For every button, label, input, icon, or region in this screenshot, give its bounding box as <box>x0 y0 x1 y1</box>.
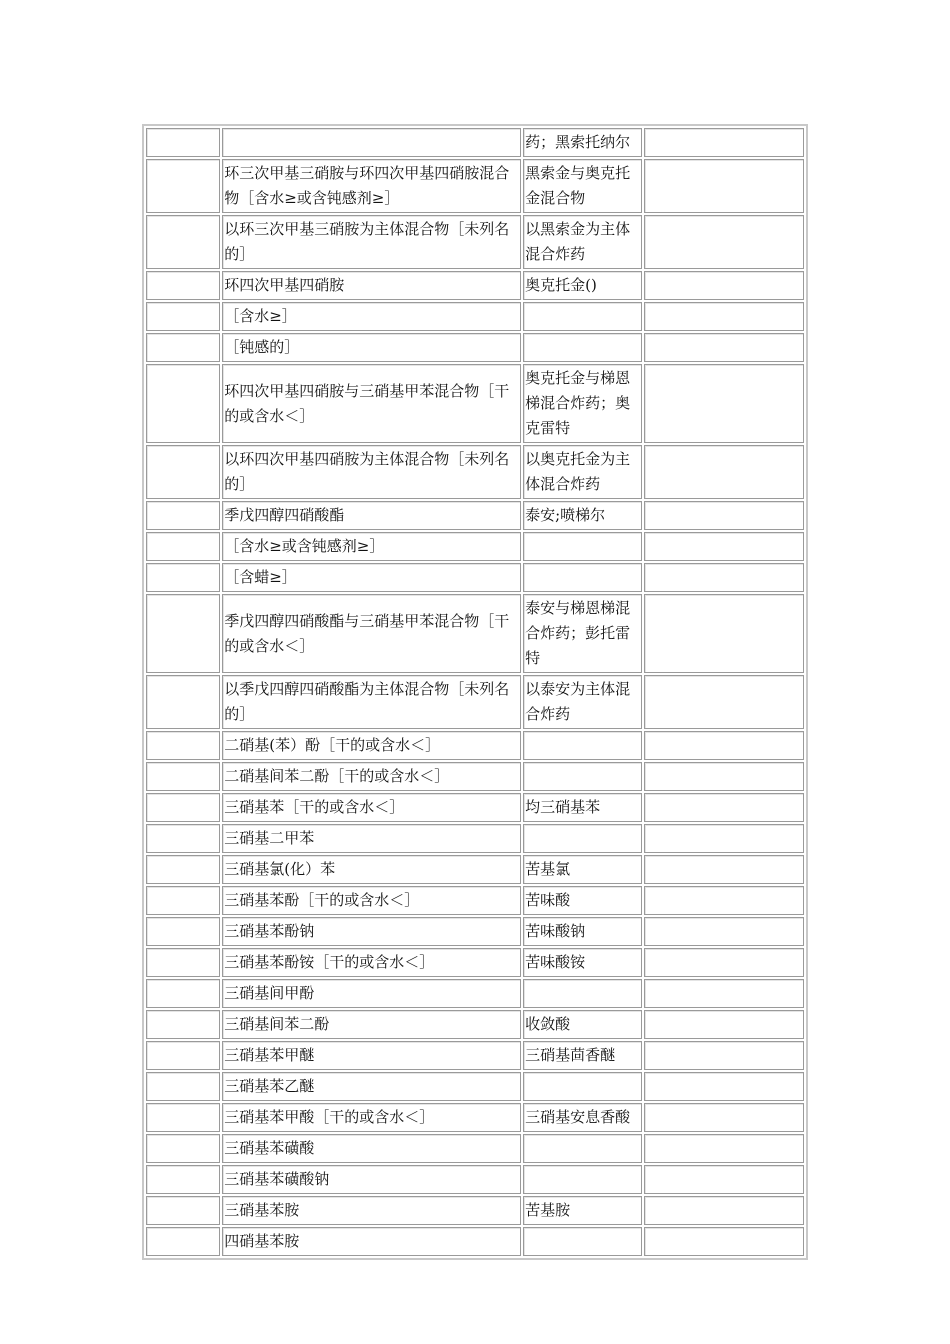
table-row <box>146 1072 804 1101</box>
note-cell <box>644 731 804 760</box>
table-row <box>146 948 804 977</box>
table-row <box>146 271 804 300</box>
table-row <box>146 917 804 946</box>
alias-cell: 三硝基安息香酸 <box>523 1103 642 1132</box>
chemical-name-cell: 以环三次甲基三硝胺为主体混合物［未列名的］ <box>222 215 521 269</box>
table-row <box>146 1103 804 1132</box>
index-cell <box>146 563 220 592</box>
note-cell <box>644 762 804 791</box>
alias-cell: 药；黑索托纳尔 <box>523 128 642 157</box>
index-cell <box>146 532 220 561</box>
alias-cell: 收敛酸 <box>523 1010 642 1039</box>
index-cell <box>146 1196 220 1225</box>
table-row <box>146 364 804 443</box>
alias-cell <box>523 302 642 331</box>
index-cell <box>146 979 220 1008</box>
alias-cell: 三硝基茴香醚 <box>523 1041 642 1070</box>
chemical-name-cell: 以季戊四醇四硝酸酯为主体混合物［未列名的］ <box>222 675 521 729</box>
table-row <box>146 979 804 1008</box>
note-cell <box>644 948 804 977</box>
index-cell <box>146 948 220 977</box>
chemical-name-cell: 三硝基苯甲醚 <box>222 1041 521 1070</box>
note-cell <box>644 1227 804 1256</box>
note-cell <box>644 675 804 729</box>
chemical-name-cell: 三硝基苯［干的或含水＜］ <box>222 793 521 822</box>
index-cell <box>146 215 220 269</box>
note-cell <box>644 1134 804 1163</box>
index-cell <box>146 886 220 915</box>
chemical-name-cell: 环三次甲基三硝胺与环四次甲基四硝胺混合物［含水≥或含钝感剂≥］ <box>222 159 521 213</box>
index-cell <box>146 364 220 443</box>
table-row <box>146 594 804 673</box>
table-row <box>146 1196 804 1225</box>
chemical-name-cell: ［含水≥］ <box>222 302 521 331</box>
note-cell <box>644 886 804 915</box>
chemical-name-cell: 二硝基间苯二酚［干的或含水＜］ <box>222 762 521 791</box>
alias-cell <box>523 762 642 791</box>
alias-cell: 苦味酸铵 <box>523 948 642 977</box>
chemical-name-cell: 三硝基苯酚钠 <box>222 917 521 946</box>
alias-cell <box>523 333 642 362</box>
chemical-name-cell: 三硝基苯甲酸［干的或含水＜］ <box>222 1103 521 1132</box>
note-cell <box>644 1165 804 1194</box>
index-cell <box>146 1041 220 1070</box>
alias-cell: 苦味酸 <box>523 886 642 915</box>
index-cell <box>146 1227 220 1256</box>
table-row <box>146 855 804 884</box>
alias-cell <box>523 1165 642 1194</box>
table-row <box>146 1010 804 1039</box>
note-cell <box>644 979 804 1008</box>
note-cell <box>644 364 804 443</box>
alias-cell <box>523 1134 642 1163</box>
chemical-name-cell: ［含水≥或含钝感剂≥］ <box>222 532 521 561</box>
note-cell <box>644 793 804 822</box>
alias-cell: 苦基氯 <box>523 855 642 884</box>
table-row <box>146 333 804 362</box>
chemical-name-cell: 三硝基二甲苯 <box>222 824 521 853</box>
index-cell <box>146 1072 220 1101</box>
note-cell <box>644 215 804 269</box>
note-cell <box>644 917 804 946</box>
alias-cell: 苦味酸钠 <box>523 917 642 946</box>
note-cell <box>644 855 804 884</box>
note-cell <box>644 1010 804 1039</box>
index-cell <box>146 793 220 822</box>
table-row <box>146 215 804 269</box>
index-cell <box>146 675 220 729</box>
table-row <box>146 563 804 592</box>
chemical-name-cell: 三硝基苯乙醚 <box>222 1072 521 1101</box>
chemical-name-cell: 季戊四醇四硝酸酯与三硝基甲苯混合物［干的或含水＜］ <box>222 594 521 673</box>
table-row <box>146 793 804 822</box>
index-cell <box>146 594 220 673</box>
table-row <box>146 1041 804 1070</box>
table-row <box>146 159 804 213</box>
table-row <box>146 445 804 499</box>
index-cell <box>146 1165 220 1194</box>
alias-cell: 泰安与梯恩梯混合炸药；彭托雷特 <box>523 594 642 673</box>
index-cell <box>146 128 220 157</box>
alias-cell <box>523 563 642 592</box>
table-row <box>146 1227 804 1256</box>
note-cell <box>644 824 804 853</box>
note-cell <box>644 128 804 157</box>
index-cell <box>146 762 220 791</box>
note-cell <box>644 1072 804 1101</box>
chemical-name-cell: 二硝基(苯）酚［干的或含水＜］ <box>222 731 521 760</box>
chemical-name-cell: 三硝基间甲酚 <box>222 979 521 1008</box>
note-cell <box>644 302 804 331</box>
index-cell <box>146 1010 220 1039</box>
index-cell <box>146 302 220 331</box>
alias-cell <box>523 532 642 561</box>
note-cell <box>644 1103 804 1132</box>
index-cell <box>146 917 220 946</box>
note-cell <box>644 159 804 213</box>
alias-cell <box>523 824 642 853</box>
table-body <box>146 128 804 1256</box>
index-cell <box>146 1103 220 1132</box>
table-row <box>146 501 804 530</box>
note-cell <box>644 501 804 530</box>
index-cell <box>146 855 220 884</box>
chemical-name-cell: 环四次甲基四硝胺与三硝基甲苯混合物［干的或含水＜］ <box>222 364 521 443</box>
index-cell <box>146 271 220 300</box>
alias-cell <box>523 979 642 1008</box>
table-row <box>146 128 804 157</box>
note-cell <box>644 1041 804 1070</box>
chemical-name-cell: 季戊四醇四硝酸酯 <box>222 501 521 530</box>
note-cell <box>644 594 804 673</box>
chemical-name-cell: 三硝基苯酚铵［干的或含水＜］ <box>222 948 521 977</box>
index-cell <box>146 1134 220 1163</box>
table-row <box>146 532 804 561</box>
note-cell <box>644 532 804 561</box>
note-cell <box>644 1196 804 1225</box>
chemical-name-cell: 以环四次甲基四硝胺为主体混合物［未列名的］ <box>222 445 521 499</box>
alias-cell: 均三硝基苯 <box>523 793 642 822</box>
chemical-name-cell: 环四次甲基四硝胺 <box>222 271 521 300</box>
chemical-name-cell <box>222 128 521 157</box>
alias-cell <box>523 1072 642 1101</box>
alias-cell: 奥克托金() <box>523 271 642 300</box>
alias-cell: 以奥克托金为主体混合炸药 <box>523 445 642 499</box>
table-row <box>146 1165 804 1194</box>
chemical-name-cell: 三硝基苯酚［干的或含水＜］ <box>222 886 521 915</box>
index-cell <box>146 445 220 499</box>
chemical-name-cell: 三硝基氯(化）苯 <box>222 855 521 884</box>
table-row <box>146 302 804 331</box>
chemical-name-cell: ［含蜡≥］ <box>222 563 521 592</box>
table-row <box>146 886 804 915</box>
table-row <box>146 824 804 853</box>
note-cell <box>644 445 804 499</box>
chemical-name-cell: 三硝基苯胺 <box>222 1196 521 1225</box>
chemical-name-cell: 三硝基苯磺酸 <box>222 1134 521 1163</box>
table-row <box>146 675 804 729</box>
index-cell <box>146 333 220 362</box>
index-cell <box>146 824 220 853</box>
alias-cell: 以黑索金为主体混合炸药 <box>523 215 642 269</box>
table-row <box>146 1134 804 1163</box>
chemical-name-cell: 三硝基苯磺酸钠 <box>222 1165 521 1194</box>
alias-cell: 黑索金与奥克托金混合物 <box>523 159 642 213</box>
chemical-name-cell: 四硝基苯胺 <box>222 1227 521 1256</box>
table-row <box>146 731 804 760</box>
note-cell <box>644 271 804 300</box>
alias-cell: 苦基胺 <box>523 1196 642 1225</box>
document-page <box>142 124 808 1260</box>
chemical-name-cell: ［钝感的］ <box>222 333 521 362</box>
note-cell <box>644 333 804 362</box>
alias-cell <box>523 731 642 760</box>
index-cell <box>146 731 220 760</box>
chemical-name-cell: 三硝基间苯二酚 <box>222 1010 521 1039</box>
alias-cell: 以泰安为主体混合炸药 <box>523 675 642 729</box>
alias-cell: 泰安;喷梯尔 <box>523 501 642 530</box>
alias-cell <box>523 1227 642 1256</box>
note-cell <box>644 563 804 592</box>
index-cell <box>146 159 220 213</box>
alias-cell: 奥克托金与梯恩梯混合炸药；奥克雷特 <box>523 364 642 443</box>
index-cell <box>146 501 220 530</box>
chemical-list-table <box>142 124 808 1260</box>
table-row <box>146 762 804 791</box>
